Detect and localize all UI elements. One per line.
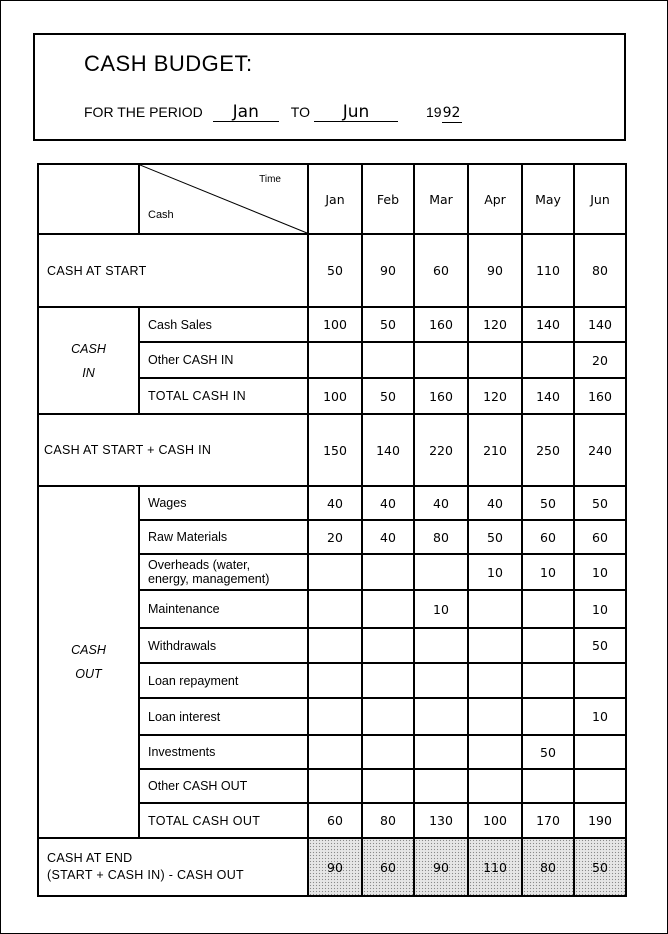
value-cell[interactable] — [468, 735, 522, 769]
value-cell[interactable] — [522, 342, 574, 378]
value-cell[interactable] — [362, 342, 414, 378]
value-cell[interactable] — [362, 628, 414, 663]
month-header: Jan — [308, 164, 362, 234]
year-prefix: 19 — [425, 104, 442, 120]
value-cell[interactable] — [468, 663, 522, 698]
value-cell[interactable]: 60 — [414, 234, 468, 307]
cash-out-group-label — [38, 486, 139, 838]
page-title: CASH BUDGET: — [84, 51, 253, 76]
cash-at-start-label: CASH AT START — [38, 234, 308, 307]
value-cell[interactable]: 50 — [468, 520, 522, 554]
value-cell[interactable] — [468, 590, 522, 628]
row-label: Raw Materials — [139, 520, 308, 554]
value-cell[interactable]: 50 — [522, 735, 574, 769]
value-cell[interactable] — [468, 342, 522, 378]
period-line — [84, 103, 462, 123]
value-cell[interactable]: 220 — [414, 414, 468, 486]
value-cell[interactable]: 140 — [522, 307, 574, 342]
value-cell[interactable]: 80 — [414, 520, 468, 554]
row-label: Cash Sales — [139, 307, 308, 342]
value-cell[interactable] — [362, 554, 414, 590]
value-cell[interactable] — [522, 769, 574, 803]
cash-label: Cash — [148, 209, 174, 221]
value-cell[interactable]: 40 — [468, 486, 522, 520]
row-label — [139, 554, 308, 590]
cash-in-label-line1: CASH — [71, 341, 106, 356]
value-cell[interactable]: 160 — [414, 307, 468, 342]
value-cell[interactable]: 60 — [574, 520, 626, 554]
cash-at-end-label-line2: (START + CASH IN) - CASH OUT — [47, 868, 244, 882]
row-label: Loan interest — [139, 698, 308, 735]
cash-out-label-line1: CASH — [71, 643, 106, 657]
diagonal-line — [140, 165, 309, 235]
time-label: Time — [259, 174, 281, 185]
value-cell[interactable]: 50 — [574, 486, 626, 520]
value-cell[interactable]: 50 — [522, 486, 574, 520]
value-cell[interactable]: 240 — [574, 414, 626, 486]
overheads-label-line2: energy, management) — [148, 572, 270, 586]
value-cell[interactable]: 190 — [574, 803, 626, 838]
value-cell[interactable]: 10 — [574, 590, 626, 628]
month-header: Apr — [468, 164, 522, 234]
period-to-label: TO — [290, 104, 310, 120]
value-cell[interactable] — [362, 663, 414, 698]
value-cell[interactable] — [414, 342, 468, 378]
value-cell[interactable]: 140 — [522, 378, 574, 414]
value-cell[interactable]: 80 — [362, 803, 414, 838]
row-label: Investments — [139, 735, 308, 769]
value-cell[interactable]: 20 — [308, 520, 362, 554]
value-cell[interactable] — [522, 628, 574, 663]
cash-at-end-value[interactable]: 90 — [308, 838, 362, 896]
header-box — [33, 33, 626, 141]
value-cell[interactable] — [308, 769, 362, 803]
value-cell[interactable] — [574, 663, 626, 698]
overheads-label-line1: Overheads (water, — [148, 558, 251, 572]
period-from-field[interactable]: Jan — [213, 103, 279, 122]
value-cell[interactable]: 50 — [362, 378, 414, 414]
value-cell[interactable] — [522, 590, 574, 628]
value-cell[interactable]: 160 — [574, 378, 626, 414]
year-field[interactable]: 92 — [442, 105, 461, 121]
cash-out-label-line2: OUT — [75, 667, 102, 681]
value-cell[interactable] — [362, 735, 414, 769]
value-cell[interactable]: 50 — [362, 307, 414, 342]
cash-at-start-row — [38, 234, 626, 307]
cash-in-group-label — [38, 307, 139, 414]
value-cell[interactable]: 50 — [308, 234, 362, 307]
period-to-field[interactable]: Jun — [314, 103, 398, 122]
value-cell[interactable] — [308, 342, 362, 378]
value-cell[interactable]: 10 — [574, 698, 626, 735]
month-header: May — [522, 164, 574, 234]
value-cell[interactable]: 80 — [574, 234, 626, 307]
cash-budget-table — [37, 163, 627, 897]
value-cell[interactable]: 100 — [468, 803, 522, 838]
value-cell[interactable]: 160 — [414, 378, 468, 414]
value-cell[interactable]: 150 — [308, 414, 362, 486]
value-cell[interactable] — [414, 735, 468, 769]
row-label: Other CASH IN — [139, 342, 308, 378]
value-cell[interactable]: 60 — [522, 520, 574, 554]
cash-at-end-row — [38, 838, 626, 896]
header-row — [38, 164, 626, 234]
value-cell[interactable]: 100 — [308, 307, 362, 342]
value-cell[interactable]: 40 — [308, 486, 362, 520]
value-cell[interactable] — [468, 769, 522, 803]
value-cell[interactable]: 140 — [362, 414, 414, 486]
value-cell[interactable]: 250 — [522, 414, 574, 486]
cash-at-end-value[interactable]: 90 — [414, 838, 468, 896]
row-label: Maintenance — [139, 590, 308, 628]
value-cell[interactable] — [308, 663, 362, 698]
row-label: Wages — [139, 486, 308, 520]
value-cell[interactable] — [362, 590, 414, 628]
value-cell[interactable]: 40 — [362, 520, 414, 554]
start-plus-in-row — [38, 414, 626, 486]
value-cell[interactable] — [414, 769, 468, 803]
value-cell[interactable]: 10 — [468, 554, 522, 590]
cash-in-label-line2: IN — [82, 365, 95, 380]
row-label: Other CASH OUT — [139, 769, 308, 803]
value-cell[interactable]: 110 — [522, 234, 574, 307]
value-cell[interactable]: 100 — [308, 378, 362, 414]
value-cell[interactable] — [574, 769, 626, 803]
value-cell[interactable] — [362, 769, 414, 803]
value-cell[interactable]: 10 — [574, 554, 626, 590]
month-header: Feb — [362, 164, 414, 234]
value-cell[interactable]: 10 — [414, 590, 468, 628]
value-cell[interactable]: 90 — [468, 234, 522, 307]
value-cell[interactable]: 20 — [574, 342, 626, 378]
value-cell[interactable] — [308, 698, 362, 735]
value-cell[interactable]: 140 — [574, 307, 626, 342]
header-blank-cell — [38, 164, 139, 234]
cash-at-end-value[interactable]: 110 — [468, 838, 522, 896]
cash-at-end-value[interactable]: 50 — [574, 838, 626, 896]
value-cell[interactable]: 90 — [362, 234, 414, 307]
value-cell[interactable] — [362, 698, 414, 735]
wages-row — [38, 486, 626, 520]
value-cell[interactable]: 40 — [362, 486, 414, 520]
value-cell[interactable] — [468, 628, 522, 663]
value-cell[interactable] — [522, 698, 574, 735]
value-cell[interactable] — [414, 698, 468, 735]
value-cell[interactable] — [308, 628, 362, 663]
cash-at-end-value[interactable]: 60 — [362, 838, 414, 896]
start-plus-in-label: CASH AT START + CASH IN — [38, 414, 308, 486]
value-cell[interactable]: 60 — [308, 803, 362, 838]
row-label: Withdrawals — [139, 628, 308, 663]
value-cell[interactable]: 120 — [468, 378, 522, 414]
value-cell[interactable]: 10 — [522, 554, 574, 590]
row-label: Loan repayment — [139, 663, 308, 698]
value-cell[interactable] — [308, 554, 362, 590]
value-cell[interactable]: 210 — [468, 414, 522, 486]
row-label: TOTAL CASH IN — [139, 378, 308, 414]
cash-at-end-label-line1: CASH AT END — [47, 851, 133, 865]
row-label: TOTAL CASH OUT — [139, 803, 308, 838]
value-cell[interactable] — [414, 628, 468, 663]
value-cell[interactable]: 120 — [468, 307, 522, 342]
value-cell[interactable] — [468, 698, 522, 735]
value-cell[interactable]: 40 — [414, 486, 468, 520]
value-cell[interactable] — [414, 554, 468, 590]
header-diagonal-cell — [139, 164, 308, 234]
cash-at-end-value[interactable]: 80 — [522, 838, 574, 896]
value-cell[interactable] — [414, 663, 468, 698]
value-cell[interactable] — [574, 735, 626, 769]
value-cell[interactable]: 50 — [574, 628, 626, 663]
value-cell[interactable] — [308, 735, 362, 769]
value-cell[interactable] — [308, 590, 362, 628]
period-label: FOR THE PERIOD — [84, 104, 203, 120]
cash-sales-row — [38, 307, 626, 342]
cash-at-end-label — [38, 838, 308, 896]
month-header: Jun — [574, 164, 626, 234]
value-cell[interactable]: 130 — [414, 803, 468, 838]
month-header: Mar — [414, 164, 468, 234]
value-cell[interactable] — [522, 663, 574, 698]
value-cell[interactable]: 170 — [522, 803, 574, 838]
